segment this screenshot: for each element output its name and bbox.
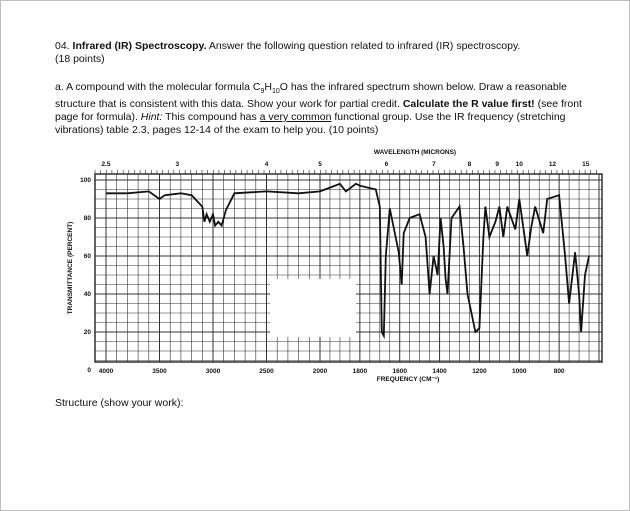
y-tick-label: 80 bbox=[83, 215, 91, 222]
formula-h: H bbox=[264, 81, 272, 93]
y-tick-label: 0 bbox=[87, 367, 91, 374]
part-a-text1: has the infrared spectrum shown below. Draw a reasonable structure that is consistent with this data. Show your work for partial credit. bbox=[55, 81, 567, 111]
y-tick-label: 60 bbox=[83, 253, 91, 260]
top-tick-label: 9 bbox=[495, 161, 499, 168]
x-tick-label: 3000 bbox=[205, 368, 221, 375]
question-points: (18 points) bbox=[55, 53, 105, 65]
x-tick-label: 4000 bbox=[98, 368, 114, 375]
x-tick-label: 1200 bbox=[472, 368, 487, 375]
part-a-text3: This compound has bbox=[162, 111, 260, 124]
question-number: 04. bbox=[55, 40, 70, 52]
part-a-lead: a. A compound with the molecular formula bbox=[55, 81, 253, 93]
y-tick-label: 100 bbox=[80, 177, 91, 184]
structure-prompt: Structure (show your work): bbox=[55, 397, 184, 409]
top-tick-label: 12 bbox=[548, 161, 557, 168]
hint-label: Hint: bbox=[140, 111, 163, 124]
y-tick-label: 40 bbox=[83, 291, 91, 298]
top-tick-label: 5 bbox=[318, 161, 322, 168]
x-tick-label: 1800 bbox=[352, 368, 368, 375]
question-heading: Infrared (IR) Spectroscopy. bbox=[72, 40, 207, 52]
x-tick-label: 2000 bbox=[312, 368, 328, 375]
top-axis-title: WAVELENGTH (MICRONS) bbox=[373, 149, 457, 156]
top-tick-label: 10 bbox=[515, 161, 523, 168]
top-tick-label: 6 bbox=[384, 161, 389, 168]
part-a-text2: (see front page for formula). bbox=[55, 98, 582, 124]
top-tick-label: 8 bbox=[467, 161, 472, 168]
y-tick-label: 20 bbox=[83, 329, 91, 336]
top-tick-label: 15 bbox=[582, 161, 590, 168]
x-tick-label: 1400 bbox=[432, 368, 447, 375]
x-tick-label: 1600 bbox=[392, 368, 407, 375]
top-tick-label: 2.5 bbox=[101, 161, 111, 168]
question-prompt: Answer the following question related to infrared (IR) spectroscopy. bbox=[208, 40, 521, 52]
x-tick-label: 800 bbox=[553, 368, 565, 375]
spectrum-labels bbox=[67, 149, 590, 383]
x-axis-title: FREQUENCY (CM⁻¹) bbox=[376, 376, 440, 383]
top-tick-label: 7 bbox=[432, 161, 436, 168]
part-a-text4: functional group. Use the IR frequency (stretching vibrations) table 2.3, pages 12-14 of the exam to help you. (10 points) bbox=[55, 111, 566, 137]
x-tick-label: 2500 bbox=[259, 368, 274, 375]
blank-patch bbox=[270, 279, 356, 337]
formula-o: O bbox=[279, 81, 288, 93]
x-tick-label: 3500 bbox=[152, 368, 167, 375]
formula-c-subscript: 9 bbox=[260, 88, 265, 96]
top-tick-label: 4 bbox=[264, 161, 269, 168]
top-tick-label: 3 bbox=[175, 161, 180, 168]
formula-c: C bbox=[252, 81, 261, 93]
calculate-r-instruction: Calculate the R value first! bbox=[402, 98, 535, 111]
x-tick-label: 1000 bbox=[512, 368, 527, 375]
y-axis-title: TRANSMITTANCE (PERCENT) bbox=[67, 221, 74, 315]
underlined-phrase: a very common bbox=[259, 111, 332, 124]
formula-h-subscript: 10 bbox=[271, 88, 280, 96]
